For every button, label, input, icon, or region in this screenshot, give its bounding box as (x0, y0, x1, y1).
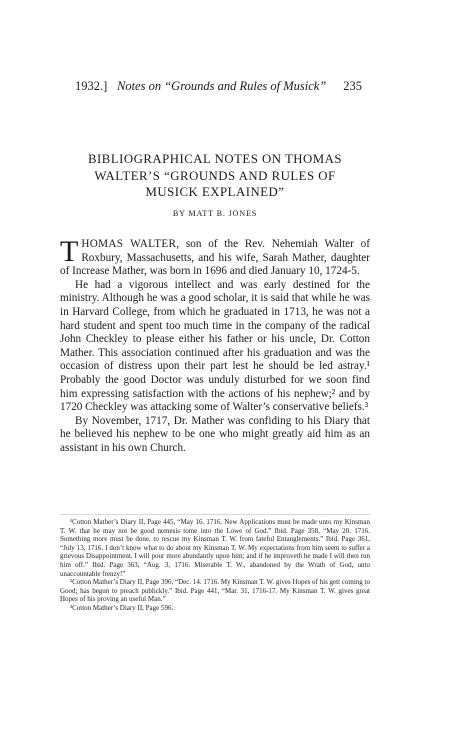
page-number: 235 (343, 79, 362, 93)
footnote-1: ¹Cotton Mather’s Diary II, Page 445, “May 16. 1716. New Applications must be made unto my Kinsman T. W. that he may not be good nemesis tome into the Lowe of God.” Ibid. Page 358, “May 20. 1716. Something more must be done, to rescue my Kinsman T. W. from fateful Entanglements.” Ibid. Page 361, “July 13, 1716. I don’t know what to do about my Kinsman T. W. My expectations from him seem to suffer a grievous Disappointment. I will pour more abundantly upon him; and if he improveth he made I will then run him off.” Ibid. Page 363, “Aug. 3, 1716. Miserable T. W., abandoned by the Wrath of God, unto unaccountable frenzy!” (60, 518, 370, 578)
paragraph-2: He had a vigorous intellect and was early destined for the ministry. Although he was a good scholar, it is said that while he was in Harvard College, from which he graduated in 1713, he was not a hard student and spent too much time in the company of the radical John Checkley to please either his father or his uncle, Dr. Cotton Mather. This association continued after his graduation and was the occasion of distress upon their part lest he should be led astray.¹ Probably the good Doctor was unduly disturbed for we soon find him expressing satisfaction with the actions of his nephew;² and by 1720 Checkley was attacking some of Walter’s conservative beliefs.³ (60, 278, 370, 414)
running-head-title: Notes on “Grounds and Rules of Musick” (117, 79, 327, 93)
article-body (60, 235, 370, 456)
article-title-line-1: BIBLIOGRAPHICAL NOTES ON THOMAS (87, 152, 343, 166)
footnote-divider (60, 514, 370, 515)
footnote-3: ³Cotton Mather’s Diary II, Page 596. (70, 603, 174, 612)
byline: BY MATT B. JONES (172, 209, 258, 218)
footnotes (60, 518, 370, 613)
footnote-2: ²Cotton Mather’s Diary II, Page 396, “Dec. 14. 1716. My Kinsman T. W. gives Hopes of his gett coming to Good; has begun to preach publickly.” Ibid. Page 441, “Mar. 31, 1716-17. My Kinsman T. W. gives great Hopes of his proving an useful Man.” (60, 578, 370, 604)
drop-cap: T (60, 235, 79, 268)
lead-in: HOMAS WALTER (81, 238, 177, 250)
article-title (60, 151, 370, 201)
paragraph-1 (60, 235, 370, 279)
paragraph-3: By November, 1717, Dr. Mather was confiding to his Diary that he believed his nephew to be one who might greatly aid him as an assistant in his own Church. (60, 414, 370, 454)
paragraph-1-text: , son of the Rev. Nehemiah Walter of Roxbury, Massachusetts, and his wife, Sarah Mather, daughter of Increase Mather, was born in 1696 and died January 10, 1724-5. (60, 238, 370, 278)
running-head-year: 1932.] (75, 79, 108, 93)
article-title-line-3: MUSICK EXPLAINED” (145, 185, 285, 199)
article-title-line-2: WALTER’S “GROUNDS AND RULES OF (94, 168, 336, 183)
